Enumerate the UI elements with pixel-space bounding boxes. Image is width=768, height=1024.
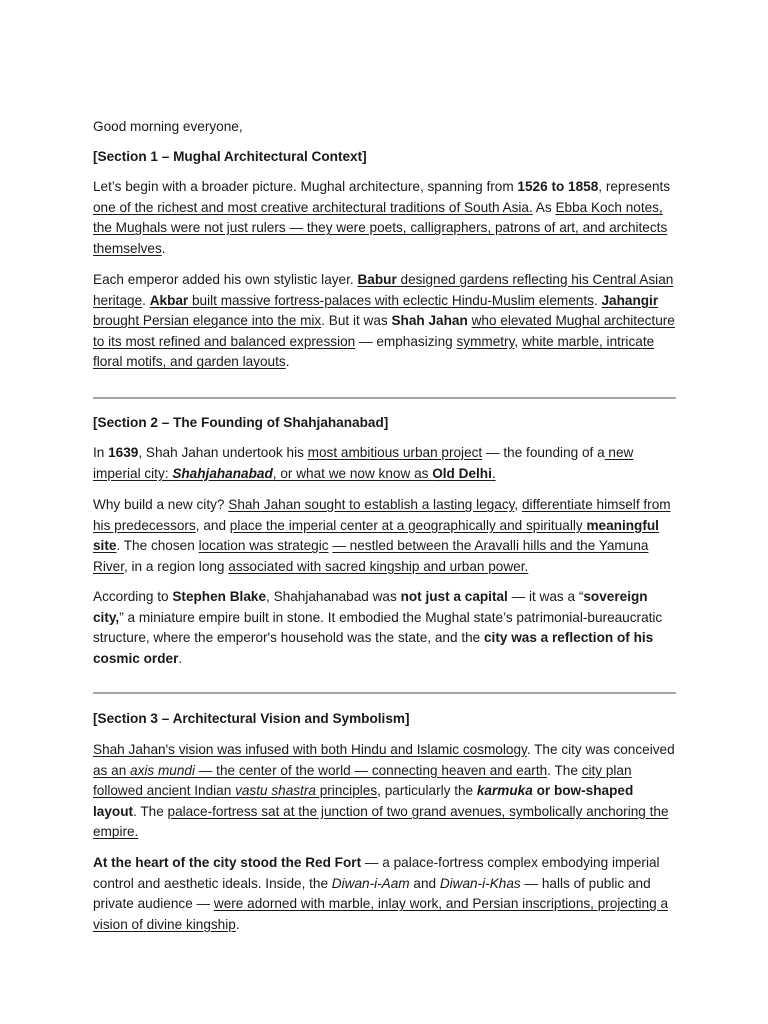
text-run: one of the richest and most creative architectural traditions of South Asia. — [93, 199, 533, 215]
text-run: meaningful site — [93, 517, 659, 554]
text-run: Babur — [357, 272, 397, 287]
text-run: associated with sacred kingship and urban power. — [228, 558, 529, 574]
text-run: Shah Jahan's vision was infused with both Hindu and Islamic cosmology — [93, 742, 527, 757]
text-run: — emphasizing — [355, 333, 457, 349]
text-run: — the center of the world — connecting heaven and earth — [195, 762, 548, 778]
text-run: designed gardens reflecting his Central Asian heritage — [93, 272, 674, 308]
section-1-paragraph-1 — [93, 177, 675, 259]
section-2-heading: [Section 2 – The Founding of Shahjahanabad] — [93, 415, 389, 430]
text-run: — a palace-fortress complex embodying imperial control and aesthetic ideals. Inside, the — [93, 855, 660, 891]
text-run: Diwan-i-Aam — [331, 875, 410, 891]
text-run: — the founding of a — [482, 445, 605, 460]
text-run: karmuka — [476, 783, 533, 799]
text-run: . — [178, 650, 183, 666]
text-run: were adorned with marble, inlay work, and Persian inscriptions, projecting a vision of divine kingship — [93, 896, 669, 932]
text-run: According to — [93, 589, 173, 604]
text-run: location was strategic — [198, 538, 329, 554]
text-run: Ebba Koch notes, the Mughals were not just rulers — they were poets, calligraphers, patrons of art, and architects themselves — [93, 199, 668, 256]
text-run: 1639 — [108, 445, 139, 460]
text-run: Shah Jahan sought to establish a lasting legacy — [228, 497, 515, 512]
text-run: place the imperial center at a geographically and spiritually — [229, 517, 587, 533]
text-run: . But it was — [321, 313, 392, 329]
text-run: , and — [195, 517, 230, 533]
section-1-heading: [Section 1 – Mughal Architectural Context] — [93, 149, 367, 164]
text-run: As — [532, 199, 556, 215]
text-run: , or what we now know as — [272, 465, 433, 481]
text-run: , in a region long — [123, 558, 229, 574]
text-run: or bow-shaped layout — [93, 783, 634, 819]
text-run: At the heart of the city stood the Red Fort — [93, 855, 362, 870]
text-run: 1526 to 1858 — [517, 179, 599, 194]
text-run: vastu shastra — [235, 783, 316, 799]
text-run: and — [409, 875, 440, 891]
text-run: . — [142, 292, 150, 308]
section-3-heading: [Section 3 – Architectural Vision and Symbolism] — [93, 711, 410, 726]
text-run: brought Persian elegance into the mix — [93, 313, 322, 329]
text-run: ” a miniature empire built in stone. It embodied the Mughal state’s patrimonial-bureaucratic structure, where the emperor's household was the state, and the — [93, 609, 663, 646]
text-run: Each emperor added his own stylistic layer. — [93, 272, 358, 287]
text-run: city plan followed ancient Indian — [93, 762, 632, 799]
section-2-paragraph-1 — [93, 443, 675, 484]
text-run: not just a capital — [400, 589, 508, 604]
text-run: palace-fortress sat at the junction of two grand avenues, symbolically anchoring the empire. — [93, 803, 669, 840]
text-run: Shah Jahan — [391, 313, 468, 329]
text-run: Shahjahanabad — [172, 465, 273, 481]
text-run: who elevated Mughal architecture to its most refined and balanced expression — [93, 313, 675, 349]
text-run: — nestled between the Aravalli hills and the Yamuna River — [93, 538, 649, 574]
text-run: . — [285, 354, 290, 370]
section-divider — [93, 397, 676, 399]
text-run: white marble, intricate floral motifs, and garden layouts — [93, 333, 655, 370]
text-run: . The city was conceived — [526, 742, 675, 757]
section-1-paragraph-2 — [93, 270, 675, 373]
text-run: . — [161, 240, 166, 256]
text-run: , — [514, 497, 522, 512]
text-run: , Shahjahanabad was — [266, 589, 401, 604]
text-run: Old Delhi — [432, 465, 492, 481]
section-2-paragraph-3 — [93, 587, 675, 669]
text-run: . The — [133, 803, 168, 819]
text-run: — it was a “ — [507, 589, 584, 604]
text-run: . — [235, 916, 240, 932]
text-run: Akbar — [149, 292, 189, 308]
text-run: sovereign city, — [93, 589, 648, 625]
text-run: new imperial city: — [93, 445, 634, 481]
text-run: city was a reflection of his cosmic order — [93, 630, 654, 666]
text-run: , represents — [598, 179, 671, 194]
text-run: principles — [315, 783, 378, 799]
text-run: . The chosen — [116, 538, 199, 554]
text-run: . — [593, 292, 602, 308]
text-run: symmetry — [456, 333, 515, 349]
text-run: Jahangir — [601, 292, 659, 308]
text-run: Stephen Blake — [172, 589, 267, 604]
text-run: built massive fortress-palaces with eclectic Hindu-Muslim elements — [188, 292, 594, 308]
text-run: , Shah Jahan undertook his — [138, 445, 308, 460]
text-run: as an — [93, 762, 131, 778]
text-run: differentiate himself from his predecessors — [93, 497, 671, 533]
section-2-paragraph-2 — [93, 495, 675, 577]
text-run: In — [93, 445, 109, 460]
greeting: Good morning everyone, — [93, 119, 243, 134]
text-run: axis mundi — [130, 762, 196, 778]
text-run: Why build a new city? — [93, 497, 229, 512]
section-divider — [93, 692, 676, 694]
text-run: , — [514, 333, 522, 349]
text-run: . The — [547, 762, 582, 778]
text-run: Let’s begin with a broader picture. Mughal architecture, spanning from — [93, 179, 518, 194]
text-run: , particularly the — [377, 783, 477, 799]
text-run: . — [491, 465, 496, 481]
text-run: Diwan-i-Khas — [439, 875, 521, 891]
section-3-paragraph-2 — [93, 853, 675, 935]
text-run: — halls of public and private audience — — [93, 875, 651, 912]
text-run: most ambitious urban project — [307, 445, 483, 460]
section-3-paragraph-1 — [93, 740, 675, 843]
